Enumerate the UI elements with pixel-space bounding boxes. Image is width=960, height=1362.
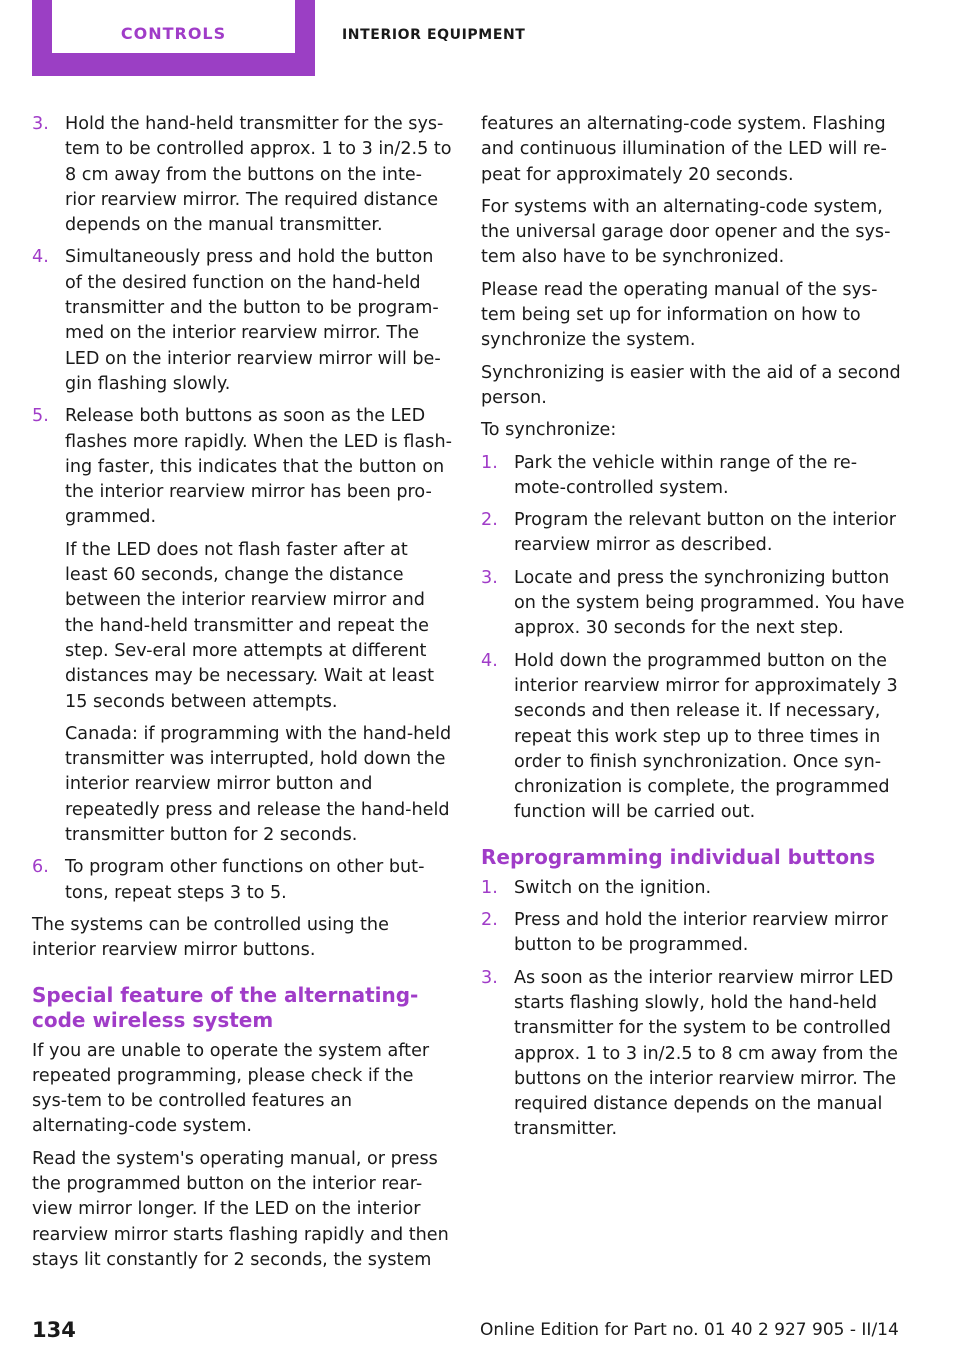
chapter-tab-label: CONTROLS: [120, 24, 227, 43]
heading-special-feature: Special feature of the alternating-code wireless system: [32, 982, 419, 1032]
step-number: 5.: [32, 406, 49, 427]
step-number: 1.: [481, 452, 498, 473]
list-item: [481, 508, 906, 559]
list-item: [481, 876, 906, 901]
section-title: INTERIOR EQUIPMENT: [342, 27, 526, 43]
programming-steps-list: [32, 112, 452, 906]
step-text: Release both buttons as soon as the LED flashes more rapidly. When the LED is flash-ing faster, this indicates that the button on the interior rearview mirror has been pro-grammed.: [65, 406, 452, 528]
step-number: 4.: [32, 247, 49, 268]
paragraph-easier: Synchronizing is easier with the aid of a second person.: [481, 362, 901, 408]
list-item: [32, 245, 452, 397]
list-item: [481, 451, 906, 502]
step-note: If the LED does not flash faster after at least 60 seconds, change the distance between the interior rearview mirror and the hand-held transmitter and repeat the step. Sev-eral more attempts at different distances may be necessary. Wait at least 15 seconds between attempts.: [65, 539, 434, 712]
paragraph-systems: For systems with an alternating-code system, the universal garage door opener and the sys-tem also have to be synchronized.: [481, 196, 891, 268]
step-number: 3.: [481, 567, 498, 588]
chapter-tab: [32, 0, 315, 76]
step-number: 6.: [32, 857, 49, 878]
list-item: [481, 649, 906, 826]
paragraph-read-manual: Read the system's operating manual, or press the programmed button on the interior rear-view mirror longer. If the LED on the interior rearview mirror starts flashing rapidly and then stays lit constantly for 2 seconds, the system: [32, 1148, 449, 1270]
step-text: Switch on the ignition.: [514, 877, 712, 898]
reprogramming-steps-list: [481, 876, 906, 1143]
step-number: 2.: [481, 910, 498, 931]
paragraph-controlled: The systems can be controlled using the interior rearview mirror buttons.: [32, 914, 389, 961]
step-note: Canada: if programming with the hand-held transmitter was interrupted, hold down the interior rearview mirror button and repeatedly press and release the hand-held transmitter button for 2 seconds.: [65, 723, 452, 846]
list-item: [32, 855, 452, 906]
step-number: 3.: [481, 967, 498, 988]
step-number: 2.: [481, 510, 498, 531]
left-column: [32, 112, 452, 1280]
list-item: [481, 566, 906, 642]
synchronize-steps-list: [481, 451, 906, 826]
list-item: [481, 966, 906, 1143]
step-text: Hold the hand-held transmitter for the sys-tem to be controlled approx. 1 to 3 in/2.5 to 8 cm away from the buttons on the inte-rior rearview mirror. The required distance depends on the manual transmitter.: [65, 114, 452, 236]
list-item: [32, 404, 452, 848]
step-text: Locate and press the synchronizing button on the system being programmed. You have approx. 30 seconds for the next step.: [514, 567, 905, 639]
step-text: Park the vehicle within range of the re-mote-controlled system.: [514, 452, 858, 498]
step-text: As soon as the interior rearview mirror LED starts flashing slowly, hold the hand-held transmitter for the system to be controlled approx. 1 to 3 in/2.5 to 8 cm away from the buttons on the interior rearview mirror. The required distance depends on the manual transmitter.: [514, 967, 898, 1140]
paragraph-features: features an alternating-code system. Flashing and continuous illumination of the LED will re-peat for approximately 20 seconds.: [481, 114, 887, 185]
paragraph-to-synchronize: To synchronize:: [481, 420, 617, 441]
step-text: Program the relevant button on the interior rearview mirror as described.: [514, 510, 896, 556]
list-item: [32, 112, 452, 238]
step-text: To program other functions on other but-tons, repeat steps 3 to 5.: [65, 857, 425, 903]
chapter-tab-inner: [52, 0, 295, 53]
list-item: [481, 908, 906, 959]
paragraph-please-read: Please read the operating manual of the sys-tem being set up for information on how to synchronize the system.: [481, 279, 878, 351]
step-number: 1.: [481, 877, 498, 898]
step-number: 4.: [481, 650, 498, 671]
step-text: Press and hold the interior rearview mirror button to be programmed.: [514, 910, 888, 956]
paragraph-unable: If you are unable to operate the system after repeated programming, please check if the sys-tem to be controlled features an alternating-code system.: [32, 1040, 430, 1137]
right-column: [481, 112, 906, 1150]
step-number: 3.: [32, 114, 49, 134]
heading-reprogramming: Reprogramming individual buttons: [481, 844, 876, 869]
edition-footer: Online Edition for Part no. 01 40 2 927 905 - II/14: [480, 1320, 899, 1340]
step-text: Simultaneously press and hold the button of the desired function on the hand-held transmitter and the button to be program-med on the interior rearview mirror. The LED on the interior rearview mirror will be-gin flashing slowly.: [65, 247, 441, 394]
page-number: 134: [32, 1318, 76, 1342]
step-text: Hold down the programmed button on the interior rearview mirror for approximately 3 seconds and then release it. If necessary, repeat this work step up to three times in order to finish synchronization. Once syn-chronization is complete, the programmed function will be carried out.: [514, 650, 898, 823]
page-header: [0, 0, 960, 78]
